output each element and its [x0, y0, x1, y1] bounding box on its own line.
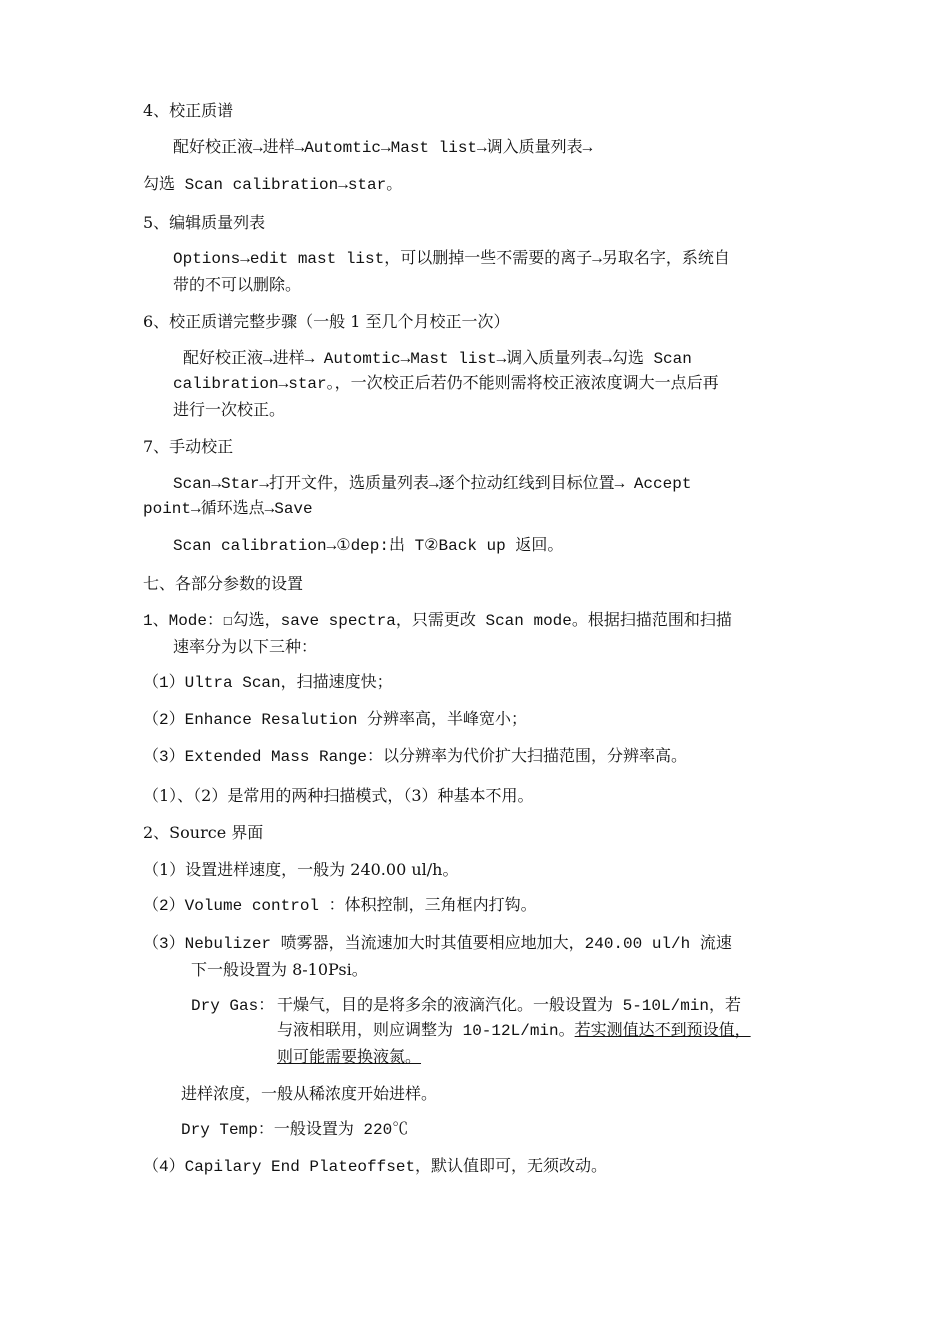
section-5-title: 5、编辑质量列表: [143, 213, 266, 232]
section-6-text-line-2: calibration→star。，一次校正后若仍不能则需将校正液浓度调大一点后再: [173, 375, 719, 393]
source-item-3-line-2: 下一般设置为 8-10Psi。: [191, 960, 368, 979]
mode-text-line-2: 速率分为以下三种：: [173, 637, 318, 656]
dry-gas-label: Dry Gas：: [191, 997, 275, 1015]
section-4-text-line-1: 配好校正液→进样→Automtic→Mast list→调入质量列表→: [173, 139, 593, 157]
mode-note: （1）、（2）是常用的两种扫描模式，（3）种基本不用。: [143, 786, 534, 805]
source-item-2: （2）Volume control ：体积控制，三角框内打钩。: [143, 897, 537, 915]
source-title: 2、Source 界面: [143, 823, 264, 842]
section-6-text-line-1: 配好校正液→进样→ Automtic→Mast list→调入质量列表→勾选 Scan: [183, 350, 692, 368]
source-item-3-line-1: （3）Nebulizer 喷雾器，当流速加大时其值要相应地加大，240.00 ul/h 流速: [143, 935, 732, 953]
chapter-7-title: 七、各部分参数的设置: [143, 574, 304, 593]
dry-gas-text-line-2-underlined: 若实测值达不到预设值，: [574, 1022, 751, 1040]
section-7-text-line-3: Scan calibration→①dep:出 T②Back up 返回。: [173, 537, 564, 555]
dry-temp: Dry Temp：一般设置为 220℃: [181, 1121, 409, 1139]
dry-gas-text-line-2-plain: 与液相联用，则应调整为 10-12L/min。: [277, 1022, 575, 1040]
injection-concentration: 进样浓度，一般从稀浓度开始进样。: [181, 1084, 438, 1103]
section-4-text-line-2: 勾选 Scan calibration→star。: [143, 176, 403, 194]
section-6-title: 6、校正质谱完整步骤（一般 1 至几个月校正一次）: [143, 312, 510, 331]
mode-item-3: （3）Extended Mass Range：以分辨率为代价扩大扫描范围，分辨率高。: [143, 748, 688, 766]
dry-gas-text-line-1: 干燥气，目的是将多余的液滴汽化。一般设置为 5-10L/min，若: [277, 997, 742, 1015]
section-7-title: 7、手动校正: [143, 437, 234, 456]
mode-text-line-1: 1、Mode：☐勾选，save spectra，只需更改 Scan mode。根据扫描范围和扫描: [143, 612, 732, 630]
section-7-text-line-1: Scan→Star→打开文件，选质量列表→逐个拉动红线到目标位置→ Accept: [173, 475, 692, 493]
dry-gas-text-line-3: 则可能需要换液氮。: [277, 1047, 422, 1066]
mode-item-2: （2）Enhance Resalution 分辨率高，半峰宽小；: [143, 711, 528, 729]
section-7-text-line-2: point→循环选点→Save: [143, 500, 313, 518]
section-6-text-line-3: 进行一次校正。: [173, 400, 286, 419]
section-4-title: 4、校正质谱: [143, 101, 234, 120]
dry-gas-text-line-2: [277, 1019, 751, 1044]
source-item-4: （4）Capilary End Plateoffset，默认值即可，无须改动。: [143, 1158, 608, 1176]
section-5-text-line-2: 带的不可以删除。: [173, 275, 302, 294]
source-item-1: （1）设置进样速度，一般为 240.00 ul/h。: [143, 860, 459, 879]
section-5-text-line-1: Options→edit mast list，可以删掉一些不需要的离子→另取名字，系统自: [173, 250, 730, 268]
mode-item-1: （1）Ultra Scan，扫描速度快；: [143, 674, 393, 692]
